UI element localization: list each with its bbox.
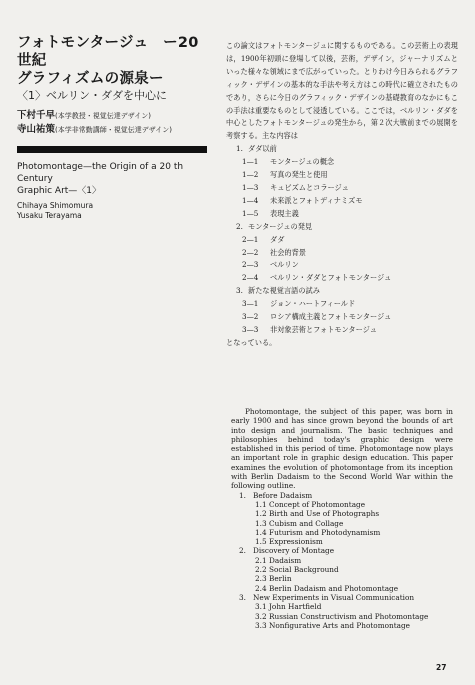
outline-item-text: Nonfigurative Arts and Photomontage xyxy=(269,620,410,630)
outline-item-number: 2—4 xyxy=(242,273,259,283)
outline-item-number: 2.4 xyxy=(255,583,267,593)
outline-item-text: キュビズムとコラージュ xyxy=(270,182,349,192)
outline-item-text: ジョン・ハートフィールド xyxy=(270,299,356,309)
outline-item-text: John Hartfield xyxy=(269,602,322,612)
outline-item-number: 2—1 xyxy=(242,234,259,244)
outline-item-number: 3—1 xyxy=(242,299,259,309)
english-title-line-1: Photomontage—the Origin of a 20 th Century xyxy=(17,162,184,184)
outline-item xyxy=(231,509,453,518)
outline-item xyxy=(226,208,458,221)
outline-item-number: 2. xyxy=(236,221,243,231)
outline-item-text: 写真の発生と使用 xyxy=(270,170,328,180)
outline-item xyxy=(231,500,453,509)
outline-item-number: 1—1 xyxy=(242,157,259,167)
page-number: 27 xyxy=(436,663,447,672)
japanese-abstract xyxy=(226,40,458,350)
outline-item-text: Berlin Dadaism and Photomontage xyxy=(269,583,399,593)
outline-item xyxy=(231,584,453,593)
english-authors xyxy=(17,201,212,221)
english-author-1: Chihaya Shimomura xyxy=(17,201,94,210)
outline-item-text: Concept of Photomontage xyxy=(269,499,366,509)
title-line-2: グラフィズムの源泉ー xyxy=(17,71,164,87)
english-abstract xyxy=(231,407,453,630)
author-1-name: 下村千早 xyxy=(17,110,56,121)
outline-item-number: 2—2 xyxy=(242,247,259,257)
author-1 xyxy=(17,109,212,123)
outline-item-number: 1. xyxy=(236,144,243,154)
outline-item-number: 3—3 xyxy=(242,324,259,334)
outline-item-text: Expressionism xyxy=(269,537,323,547)
outline-item-number: 1—4 xyxy=(242,195,259,205)
outline-item xyxy=(231,621,453,630)
outline-item-text: New Experiments in Visual Communication xyxy=(253,592,415,602)
outline-item xyxy=(231,519,453,528)
outline-item-number: 2.1 xyxy=(255,555,267,565)
outline-item xyxy=(231,556,453,565)
japanese-outline xyxy=(226,143,458,337)
outline-item-number: 2. xyxy=(239,546,246,556)
outline-item-text: モンタージュの発見 xyxy=(248,221,313,231)
outline-item xyxy=(226,247,458,260)
outline-item xyxy=(226,234,458,247)
outline-item-number: 1.1 xyxy=(255,499,267,509)
outline-item xyxy=(226,272,458,285)
outline-item-text: ダダ xyxy=(270,234,285,244)
outline-item-text: ベルリン・ダダとフォトモンタージュ xyxy=(270,273,392,283)
outline-item-text: Before Dadaism xyxy=(253,490,313,500)
outline-item xyxy=(226,143,458,156)
outline-item xyxy=(226,195,458,208)
outline-item-number: 1.5 xyxy=(255,537,267,547)
outline-item-number: 1—5 xyxy=(242,208,259,218)
japanese-closing: となっている。 xyxy=(226,337,277,347)
outline-item xyxy=(226,259,458,272)
outline-item xyxy=(231,565,453,574)
outline-item xyxy=(231,574,453,583)
author-2 xyxy=(17,123,212,137)
outline-item xyxy=(231,546,453,555)
outline-item-text: Dadaism xyxy=(269,555,302,565)
outline-item xyxy=(226,298,458,311)
outline-item-text: Birth and Use of Photographs xyxy=(269,509,380,519)
outline-item xyxy=(226,156,458,169)
outline-item-text: モンタージュの概念 xyxy=(270,157,335,167)
outline-item-text: Social Background xyxy=(269,565,339,575)
outline-item-text: Cubism and Collage xyxy=(269,518,344,528)
outline-item-text: 非対象芸術とフォトモンタージュ xyxy=(270,324,377,334)
outline-item xyxy=(231,602,453,611)
subtitle: 〈1〉ベルリン・ダダを中心に xyxy=(17,89,167,102)
outline-item-text: Discovery of Montage xyxy=(253,546,335,556)
outline-item xyxy=(226,285,458,298)
outline-item xyxy=(231,612,453,621)
outline-item-number: 3. xyxy=(236,286,243,296)
outline-item-text: 社会的背景 xyxy=(270,247,306,257)
title-block xyxy=(17,34,212,221)
outline-item xyxy=(226,324,458,337)
outline-item-number: 1.4 xyxy=(255,527,267,537)
outline-item xyxy=(226,221,458,234)
english-author-2: Yusaku Terayama xyxy=(17,211,82,220)
author-2-affiliation: (本学非常勤講師・視覚伝達デザイン) xyxy=(55,126,172,134)
outline-item xyxy=(231,528,453,537)
outline-item-text: ベルリン xyxy=(270,260,299,270)
outline-item-number: 2.2 xyxy=(255,565,267,575)
english-intro: Photomontage, the subject of this paper, was born in early 1900 and has since grown beyond the bounds of art into design and journalism. The basic techniques and philosophies behind today's graphic design were established in this period of time. Photomontage now plays an important role in graphic design education. This paper examines the evolution of photomontage from its inception with Berlin Dadaism to the Second World War within the following outline. xyxy=(231,407,453,491)
outline-item-text: ダダ以前 xyxy=(248,144,277,154)
outline-item xyxy=(226,169,458,182)
outline-item-text: ロシア構成主義とフォトモンタージュ xyxy=(270,312,392,322)
title-divider xyxy=(17,146,207,153)
outline-item-number: 3—2 xyxy=(242,312,259,322)
outline-item-text: Berlin xyxy=(269,574,292,584)
outline-item xyxy=(231,537,453,546)
outline-item-number: 3.2 xyxy=(255,611,267,621)
english-outline xyxy=(231,491,453,630)
outline-item-text: Futurism and Photodynamism xyxy=(269,527,381,537)
outline-item-number: 1—2 xyxy=(242,170,259,180)
outline-item-number: 2.3 xyxy=(255,574,267,584)
author-2-name: 寺山祐策 xyxy=(17,124,56,135)
outline-item xyxy=(226,182,458,195)
outline-item-number: 3.3 xyxy=(255,620,267,630)
outline-item-number: 1.2 xyxy=(255,509,267,519)
outline-item-number: 3.1 xyxy=(255,602,267,612)
outline-item-number: 1—3 xyxy=(242,182,259,192)
author-1-affiliation: (本学教授・視覚伝達デザイン) xyxy=(55,112,151,120)
outline-item-text: Russian Constructivism and Photomontage xyxy=(269,611,429,621)
title-line-1: フォトモンタージュ ー20世紀 xyxy=(17,35,199,69)
outline-item-number: 1. xyxy=(239,490,246,500)
english-title-line-2: Graphic Art—〈1〉 xyxy=(17,186,102,196)
japanese-intro: この論文はフォトモンタージュに関するものである。この芸術上の表現は，1900年初頭に登場して以後，芸術，デザイン，ジャーナリズムといった様々な領域にまで広がっていった。とりわけ今日みられるグラフィック・デザインの基本的な手法や考え方はこの時代に確立されたものであり，さらに今日のグラフィック・デザインの基礎教育のなかにもこの手法は重要なものとして浸透している。ここでは，ベルリン・ダダを中心としたフォトモンタージュの発生から，第２次大戦前までの展開を考察する。主な内容は xyxy=(226,41,458,141)
outline-item-text: 新たな視覚言語の試み xyxy=(248,286,320,296)
outline-item xyxy=(231,491,453,500)
outline-item xyxy=(226,311,458,324)
outline-item-number: 2—3 xyxy=(242,260,259,270)
outline-item-number: 1.3 xyxy=(255,518,267,528)
outline-item-text: 未来派とフォトディナミズモ xyxy=(270,195,363,205)
outline-item-number: 3. xyxy=(239,592,246,602)
outline-item xyxy=(231,593,453,602)
outline-item-text: 表現主義 xyxy=(270,208,299,218)
